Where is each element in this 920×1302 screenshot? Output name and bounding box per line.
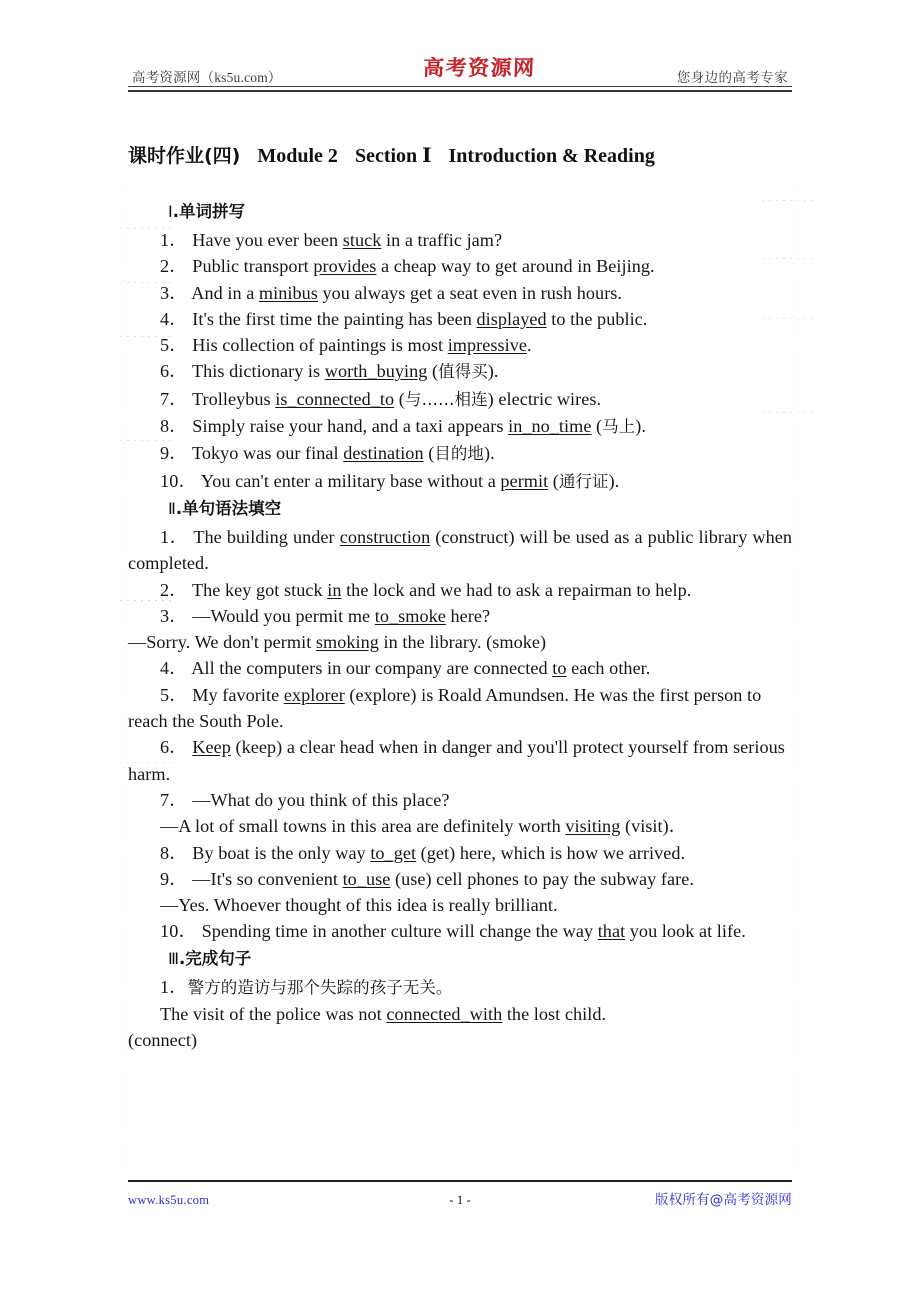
item-number: 4． <box>160 658 188 679</box>
item-text: The key got stuck <box>191 579 328 600</box>
item-answer: to_use <box>342 868 391 889</box>
item-text: Have you ever been <box>192 230 343 250</box>
exercise-item <box>128 332 792 358</box>
item-number: 3． <box>160 282 188 303</box>
item-text-cn: 警方的造访与那个失踪的孩子无关。 <box>187 977 453 997</box>
exercise-item <box>128 468 792 495</box>
item-text: (construct) will be used as a public library when completed. <box>128 526 793 574</box>
item-answer: destination <box>343 443 424 464</box>
header-slogan: 您身边的高考专家 <box>676 70 788 85</box>
item-text: And in a <box>191 282 259 303</box>
item-text: each other. <box>566 658 651 679</box>
exercise-item <box>128 358 792 385</box>
exercise-item <box>128 734 792 787</box>
exercise-item <box>128 413 792 440</box>
item-text: All the computers in our company are connected <box>191 658 553 679</box>
item-text: (keep) a clear head when in danger and you'll protect yourself from serious harm. <box>128 737 785 784</box>
exercise-item <box>128 603 792 629</box>
header-rule-thin <box>128 86 792 87</box>
item-answer: to_smoke <box>374 605 446 626</box>
section-heading-3: Ⅲ.完成句子 <box>168 948 252 968</box>
item-number: 1． <box>160 230 188 250</box>
item-answer: to_get <box>370 842 417 863</box>
item-gloss-cn: 马上 <box>602 417 636 437</box>
title-topic: Introduction & Reading <box>448 145 655 167</box>
exercise-item <box>128 524 792 577</box>
item-answer: impressive <box>447 335 528 356</box>
exercise-item-reply <box>128 629 792 655</box>
scan-artifact-right-edge <box>793 190 794 1170</box>
item-number: 7． <box>160 789 188 810</box>
item-text: —A lot of small towns in this area are definitely worth <box>160 816 566 837</box>
item-text: My favorite <box>192 684 284 705</box>
item-text: the lock and we had to ask a repairman to help. <box>341 579 692 600</box>
item-text: It's the first time the painting has been <box>192 308 477 329</box>
page-title <box>128 141 792 168</box>
title-section: Section Ⅰ <box>354 145 432 167</box>
item-text: (get) here, which is how we arrived. <box>416 842 686 863</box>
item-answer: permit <box>500 470 549 491</box>
item-number: 6． <box>160 361 188 382</box>
item-text: (explore) is Roald Amundsen. He was the first person to reach the South Pole. <box>128 684 762 732</box>
item-text: in a traffic jam? <box>381 230 503 250</box>
item-text: ( <box>548 470 559 491</box>
item-answer: smoking <box>315 632 379 653</box>
item-number: 2． <box>160 256 188 277</box>
item-text: —What do you think of this place? <box>192 789 450 810</box>
item-text: you always get a seat even in rush hours. <box>317 282 623 303</box>
item-number: 10． <box>160 470 197 491</box>
exercise-item <box>128 787 792 813</box>
exercise-item <box>128 577 792 603</box>
item-number: 1． <box>160 976 188 997</box>
item-answer: explorer <box>283 684 345 705</box>
exercise-item <box>128 655 792 681</box>
item-text: ). <box>635 416 646 437</box>
item-text: His collection of paintings is most <box>192 335 448 356</box>
item-number: 8． <box>160 842 188 863</box>
item-text: Public transport <box>192 256 314 277</box>
item-number: 5． <box>160 335 188 356</box>
item-number: 1． <box>160 526 189 547</box>
exercise-item <box>128 386 792 413</box>
item-number: 6． <box>160 737 188 758</box>
item-text: ( <box>427 361 439 382</box>
item-text: —It's so convenient <box>192 868 343 889</box>
item-gloss-cn: 与……相连 <box>404 389 488 409</box>
item-gloss-cn: 值得买 <box>438 362 488 382</box>
item-text: (connect) <box>128 1030 198 1051</box>
item-gloss-cn: 目的地 <box>434 444 484 464</box>
exercise-item <box>128 840 792 866</box>
item-text: ( <box>591 416 603 437</box>
footer-copyright: 版权所有@高考资源网 <box>655 1192 792 1208</box>
header-rule-thick <box>128 90 792 92</box>
item-text: a cheap way to get around in Beijing. <box>376 256 655 277</box>
exercise-item <box>128 280 792 306</box>
footer-rule <box>128 1180 792 1182</box>
exercise-item <box>128 682 792 735</box>
item-text: Simply raise your hand, and a taxi appears <box>192 416 509 437</box>
item-number: 3． <box>160 605 188 626</box>
item-answer: to <box>552 658 567 679</box>
item-text: —Would you permit me <box>192 605 375 626</box>
item-answer: stuck <box>342 230 382 250</box>
item-text: (use) cell phones to pay the subway fare. <box>390 868 694 889</box>
footer-website-link[interactable]: www.ks5u.com <box>128 1193 210 1207</box>
exercise-item-answer-line <box>128 1001 792 1027</box>
item-text: —Yes. Whoever thought of this idea is really brilliant. <box>160 895 558 916</box>
item-text: ). <box>483 443 495 464</box>
item-text: By boat is the only way <box>192 842 371 863</box>
item-text: This dictionary is <box>191 361 325 382</box>
exercise-item <box>128 866 792 892</box>
item-text: You can't enter a military base without a <box>200 470 501 491</box>
item-text: ( <box>423 443 435 464</box>
item-answer: that <box>597 921 626 942</box>
item-text: you look at life. <box>625 921 746 942</box>
item-number: 2． <box>160 579 188 600</box>
item-text: Trolleybus <box>191 388 276 409</box>
item-answer: displayed <box>476 308 547 329</box>
section-heading-1: Ⅰ.单词拼写 <box>168 202 245 221</box>
item-number: 7． <box>160 388 188 409</box>
item-answer: in_no_time <box>508 416 592 437</box>
item-text: The building under <box>193 526 340 547</box>
item-text: ). <box>608 470 620 491</box>
scan-artifact-left-edge <box>124 190 125 1170</box>
item-answer: is_connected_to <box>275 388 395 409</box>
title-module: Module 2 <box>257 145 338 167</box>
item-text: in the library. (smoke) <box>378 632 547 653</box>
item-text: —Sorry. We don't permit <box>128 632 316 653</box>
item-number: 10． <box>160 921 197 942</box>
exercise-item <box>128 306 792 332</box>
item-text: here? <box>445 605 491 626</box>
exercise-item-reply <box>128 892 792 918</box>
item-answer: Keep <box>192 737 231 758</box>
item-text: The visit of the police was not <box>160 1004 387 1025</box>
item-number: 9． <box>160 443 188 464</box>
header-site-name: 高考资源网（ks5u.com） <box>132 70 282 85</box>
exercise-item <box>128 918 792 944</box>
item-answer: connected_with <box>386 1004 503 1025</box>
item-number: 8． <box>160 416 188 437</box>
exercise-item <box>128 227 792 253</box>
item-hint <box>128 1027 792 1053</box>
item-answer: minibus <box>258 282 318 303</box>
item-answer: worth_buying <box>324 361 428 382</box>
header-logo: 高考资源网 <box>422 55 536 80</box>
section-heading-2: Ⅱ.单句语法填空 <box>168 498 282 518</box>
item-text: Tokyo was our final <box>191 443 344 464</box>
exercise-item <box>128 974 792 1001</box>
item-gloss-cn: 通行证 <box>558 471 609 491</box>
item-number: 9． <box>160 868 188 889</box>
item-number: 4． <box>160 308 188 329</box>
item-number: 5． <box>160 684 188 705</box>
exercise-item <box>128 253 792 279</box>
page-header <box>128 52 792 94</box>
exercise-body <box>128 198 792 1054</box>
item-text: Spending time in another culture will change the way <box>201 921 598 942</box>
page-number: - 1 - <box>449 1192 471 1207</box>
item-answer: in <box>327 579 342 600</box>
item-text: to the public. <box>546 308 648 329</box>
title-cn-prefix: 课时作业(四) <box>128 145 241 167</box>
item-answer: provides <box>313 256 377 277</box>
item-text: the lost child. <box>502 1004 607 1025</box>
item-answer: construction <box>339 526 431 547</box>
item-text: ). <box>487 361 499 382</box>
item-text: . <box>527 335 532 356</box>
exercise-item-reply <box>128 813 792 839</box>
item-text: ) electric wires. <box>487 388 602 409</box>
item-text: ( <box>394 388 405 409</box>
item-answer: visiting <box>565 816 621 837</box>
item-text: (visit)． <box>620 816 687 837</box>
exercise-item <box>128 440 792 467</box>
